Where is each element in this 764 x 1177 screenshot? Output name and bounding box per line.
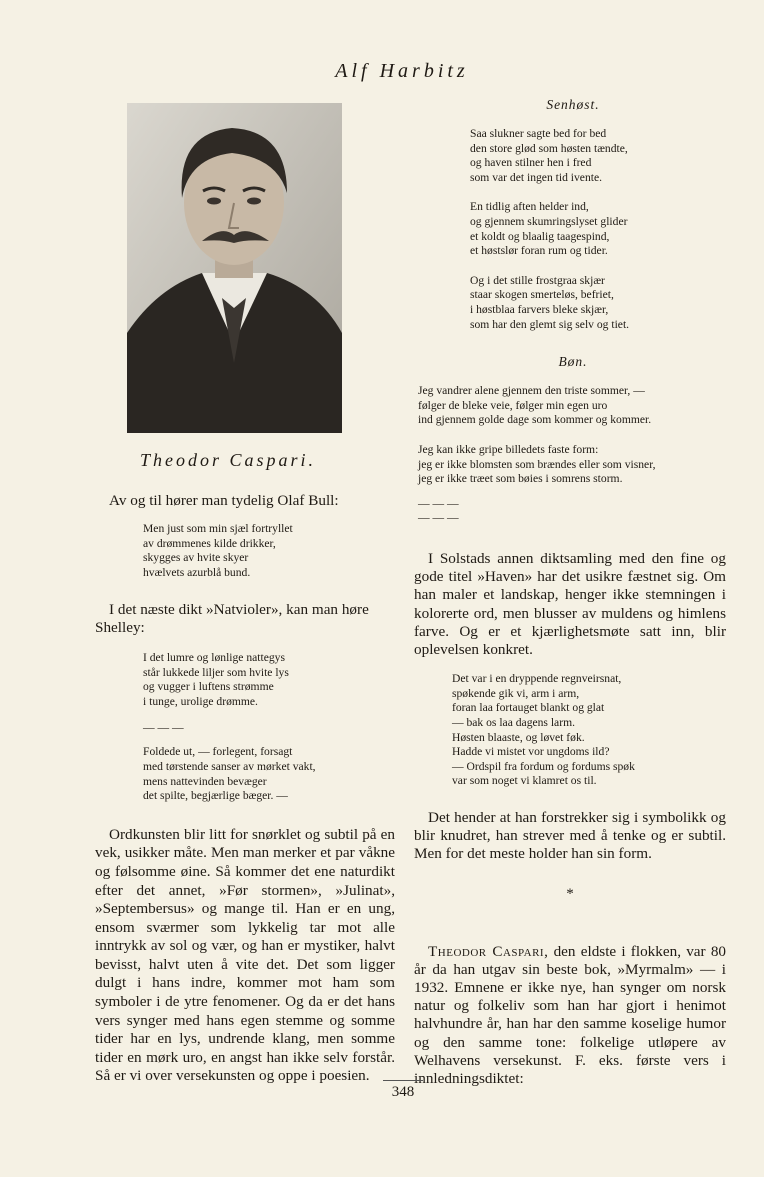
- stanza: [470, 200, 728, 258]
- verse-line: staar skogen smerteløs, befriet,: [470, 288, 614, 302]
- paragraph-text: den eldste i flokken, var 80 år da han utgav sin beste bok, »Myrmalm» — i 1932. Emnene er ikke nye, han synger om norsk natur og folkeliv som han har gjort i henimot halvhundre år, han har den samme koselige humor og den samme tone: folkelige utløpere av Welhavens versekunst. F. eks. første vers i innledningsdiktet:: [414, 942, 727, 1087]
- paragraph-text: I det næste dikt »Natvioler», kan man høre Shelley:: [95, 600, 369, 636]
- verse-line: foran laa fortauget blankt og glat: [452, 701, 605, 715]
- verse-line: et høstslør foran rum og tider.: [470, 244, 608, 258]
- quoted-verse: [143, 522, 395, 580]
- verse-line: i høstblaa farvers bleke skjær,: [470, 302, 609, 316]
- verse-line: et koldt og blaalig taagespind,: [470, 229, 610, 243]
- section-star: *: [566, 885, 574, 902]
- running-head: Alf Harbitz: [335, 60, 469, 82]
- verse-line: jeg er ikke blomsten som brændes eller som visner,: [418, 457, 656, 471]
- paragraph-text: I Solstads annen diktsamling med den fine og gode titel »Haven» har det usikre fæstnet sig. Om han maler et landskap, henger ikke stemningen i kolorerte ord, men blusser av muldens og himlens farve. Og er et kjærlighetsmøte satt inn, blir oplevelsen konkret.: [414, 550, 726, 659]
- verse-line: Jeg vandrer alene gjennem den triste sommer, —: [418, 384, 645, 398]
- verse-line: var som noget vi klamret os til.: [452, 774, 597, 788]
- verse-line: skygges av hvite skyer: [143, 551, 249, 565]
- paragraph: [95, 826, 395, 1086]
- verse-line: følger de bleke veie, følger min egen uro: [418, 398, 608, 412]
- verse-line: den store glød som høsten tændte,: [470, 141, 628, 155]
- quoted-verse: [143, 651, 395, 709]
- verse-line: med tørstende sanser av mørket vakt,: [143, 759, 316, 773]
- portrait-illustration: [127, 103, 342, 433]
- verse-line: — bak os laa dagens larm.: [452, 716, 575, 729]
- verse-line: Saa slukner sagte bed for bed: [470, 127, 607, 140]
- page-number: 348: [383, 1080, 423, 1101]
- verse-line: og gjennem skumringslyset glider: [470, 214, 628, 228]
- left-column: [95, 492, 395, 1086]
- verse-line: står lukkede liljer som hvite lys: [143, 665, 289, 679]
- poem-senhost: [470, 127, 728, 332]
- verse-line: ind gjennem golde dage som kommer og kommer.: [418, 413, 652, 427]
- right-column: [414, 550, 726, 1088]
- paragraph: [414, 943, 726, 1089]
- verse-line: Hadde vi mistet vor ungdoms ild?: [452, 745, 610, 759]
- stanza: [418, 443, 728, 487]
- verse-line: jeg er ikke træet som bøies i somrens storm.: [418, 472, 623, 486]
- stanza: [470, 274, 728, 332]
- verse-line: Høsten blaaste, og løvet føk.: [452, 730, 585, 744]
- verse-line: Men just som min sjæl fortryllet: [143, 522, 293, 536]
- paragraph: [95, 492, 395, 510]
- quoted-verse: [452, 672, 726, 789]
- portrait-photo: [127, 103, 342, 433]
- paragraph-text: Det hender at han forstrekker sig i symbolikk og blir knudret, han strever med å tenke og er subtil. Men for det meste holder han sin form.: [414, 808, 726, 863]
- quoted-verse: [143, 745, 395, 803]
- verse-line: — Ordspil fra fordum og fordums spøk: [452, 759, 635, 773]
- verse-line: som var det ingen tid ivente.: [470, 170, 603, 184]
- poem-title-bon: Bøn.: [558, 354, 588, 370]
- poem-bon: [418, 384, 728, 525]
- paragraph-text: Av og til hører man tydelig Olaf Bull:: [109, 492, 339, 509]
- verse-line: hvælvets azurblå bund.: [143, 565, 251, 579]
- verse-line: og haven stilner hen i fred: [470, 156, 592, 170]
- verse-line: Foldede ut, — forlegent, forsagt: [143, 745, 293, 759]
- paragraph: [414, 550, 726, 659]
- dash-rule: — — —: [418, 496, 459, 510]
- dash-rule: — — —: [143, 721, 184, 735]
- verse-line: av drømmenes kilde drikker,: [143, 536, 276, 550]
- photo-caption: Theodor Caspari.: [140, 450, 317, 470]
- stanza: [418, 384, 728, 428]
- verse-line: som har den glemt sig selv og tiet.: [470, 317, 630, 331]
- author-name: Theodor Caspari,: [428, 942, 549, 960]
- stanza: [470, 127, 728, 185]
- verse-line: I det lumre og lønlige nattegys: [143, 650, 285, 664]
- verse-line: spøkende gik vi, arm i arm,: [452, 686, 580, 700]
- verse-line: Og i det stille frostgraa skjær: [470, 273, 605, 287]
- dash-rule: — — —: [418, 510, 459, 524]
- poems-block: [418, 97, 728, 525]
- verse-line: i tunge, urolige drømme.: [143, 694, 258, 708]
- paragraph-text: Ordkunsten blir litt for snørklet og subtil på en vek, usikker måte. Men man merker et par våkne og følsomme øine. Så kommer det ene naturdikt efter det annet, »Før stormen», »Julinat», »Septembersus» og mange til. Han er en ung, ensom sværmer som lykkelig tar mot alle inntrykk av sol og vær, og han er mystiker, halvt bevisst, halvt uten å vite det. Det som ligger dulgt i hans indre, kommer mot ham som symboler i de ytre fenomener. Og da er det hans vers synger med hans egen stemme og somme tider har en lys, undrende klang, men somme tider en mørk uro, en angst han ikke selv forstår. Så er vi over versekunsten og oppe i poesien.: [95, 825, 395, 1085]
- verse-line: Det var i en dryppende regnveirsnat,: [452, 672, 622, 686]
- verse-line: En tidlig aften helder ind,: [470, 200, 589, 214]
- section-divider: [418, 497, 728, 525]
- paragraph: [95, 601, 395, 637]
- verse-line: Jeg kan ikke gripe billedets faste form:: [418, 442, 599, 456]
- verse-line: det spilte, begjærlige bæger. —: [143, 789, 288, 803]
- verse-line: og vugger i luftens strømme: [143, 680, 274, 694]
- poem-title-senhost: Senhøst.: [546, 97, 600, 112]
- paragraph: [414, 809, 726, 864]
- verse-line: mens nattevinden bevæger: [143, 774, 267, 788]
